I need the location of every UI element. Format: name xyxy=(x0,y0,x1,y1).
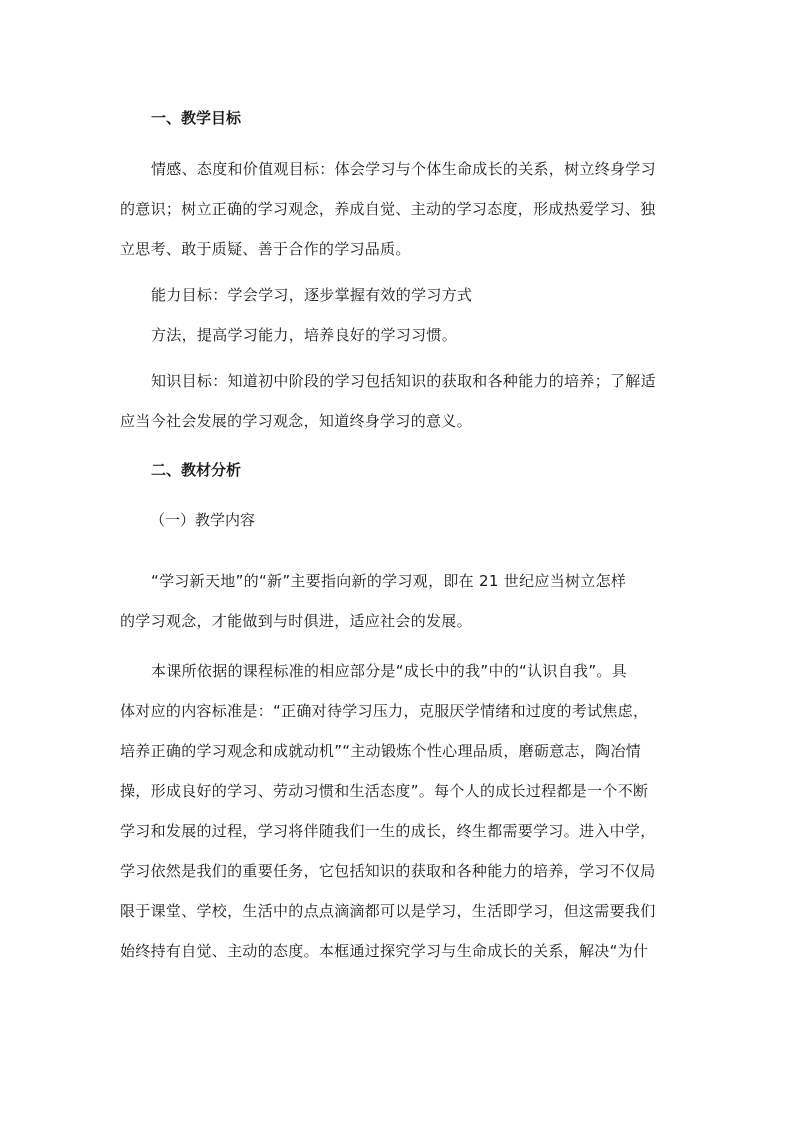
paragraph-curriculum-standard: 本课所依据的课程标准的相应部分是“成长中的我”中的“认识自我”。具 体对应的内容标准是：“正确对待学习压力，克服厌学情绪和过度的考试焦虑， 培养正确的学习观念和成就动机”“主动锻炼个性心理品质，磨砺意志，陶冶情 操，形成良好的学习、劳动习惯和生活态度”。每个人的成长过程都是一个不断 学习和发展的过程，学习将伴随我们一生的成长，终生都需要学习。进入中学， 学习依然是我们的重要任务，它包括知识的获取和各种能力的培养，学习不仅局 限于课堂、学校，生活中的点点滴滴都可以是学习，生活即学习，但这需要我们 始终持有自觉、主动的态度。本框通过探究学习与生命成长的关系，解决“为什 xyxy=(120,662,656,960)
paragraph-method: 方法，提高学习能力，培养良好的学习习惯。 xyxy=(151,326,458,344)
paragraph-knowledge-goal: 知识目标：知道初中阶段的学习包括知识的获取和各种能力的培养；了解适 应当今社会发展的学习观念，知道终身学习的意义。 xyxy=(120,372,656,430)
document-body xyxy=(120,103,660,977)
paragraph-new-learning-view: “学习新天地”的“新”主要指向新的学习观，即在 21 世纪应当树立怎样 的学习观念，才能做到与时俱进，适应社会的发展。 xyxy=(120,572,627,630)
paragraph-ability-goal: 能力目标：学会学习，逐步掌握有效的学习方式 xyxy=(151,286,473,304)
section-heading-textbook-analysis: 二、教材分析 xyxy=(151,461,242,479)
subsection-heading-teaching-content: （一）教学内容 xyxy=(150,511,256,529)
paragraph-emotion-goal: 情感、态度和价值观目标：体会学习与个体生命成长的关系，树立终身学习 的意识；树立正确的学习观念，养成自觉、主动的学习态度，形成热爱学习、独 立思考、敢于质疑、善于合作的学习品质。 xyxy=(120,160,656,258)
section-heading-teaching-goals: 一、教学目标 xyxy=(151,109,242,127)
